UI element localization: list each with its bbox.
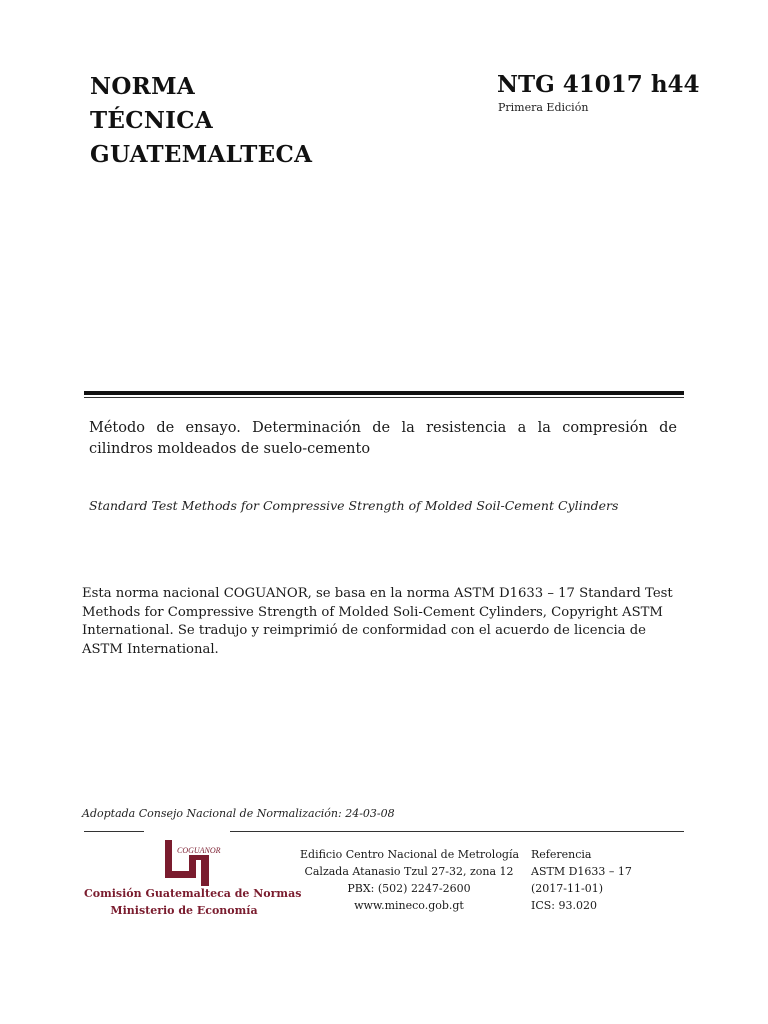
- footer-rule-left: [84, 831, 144, 832]
- coguanor-logo: [163, 838, 227, 886]
- reference-date: (2017-11-01): [531, 882, 604, 895]
- adoption-note: Adoptada Consejo Nacional de Normalización: 24-03-08: [82, 807, 395, 820]
- norm-title-line-1: NORMA: [90, 73, 195, 100]
- organization-block: [84, 885, 302, 919]
- standard-code: NTG 41017 h44: [497, 71, 700, 98]
- reference-ics: ICS: 93.020: [531, 899, 597, 912]
- document-title-spanish: Método de ensayo. Determinación de la resistencia a la compresión de cilindros moldeados de suelo-cemento: [89, 420, 677, 457]
- ministry-name: Ministerio de Economía: [110, 904, 258, 917]
- reference-block: [531, 846, 632, 914]
- reference-standard: ASTM D1633 – 17: [531, 865, 632, 878]
- reference-label: Referencia: [531, 848, 592, 861]
- logo-wordmark: COGUANOR: [177, 846, 221, 855]
- document-title-english: Standard Test Methods for Compressive Strength of Molded Soil-Cement Cylinders: [89, 498, 619, 513]
- norm-title: [90, 70, 312, 172]
- divider-thick: [84, 391, 684, 395]
- address-block: [300, 846, 518, 914]
- intro-paragraph: Esta norma nacional COGUANOR, se basa en la norma ASTM D1633 – 17 Standard Test Methods for Compressive Strength of Molded Soli-Cement Cylinders, Copyright ASTM International. Se tradujo y reimprimió de conformidad con el acuerdo de licencia de ASTM International.: [82, 586, 673, 657]
- edition-label: Primera Edición: [498, 101, 589, 114]
- logo-top-link: [189, 855, 209, 860]
- phone-line: PBX: (502) 2247-2600: [347, 882, 471, 895]
- address-line-1: Edificio Centro Nacional de Metrología: [300, 848, 520, 861]
- divider-thin: [84, 397, 684, 398]
- norm-title-line-2: TÉCNICA: [90, 107, 213, 134]
- footer-rule-right: [230, 831, 684, 832]
- website-line: www.mineco.gob.gt: [354, 899, 464, 912]
- address-line-2: Calzada Atanasio Tzul 27-32, zona 12: [304, 865, 514, 878]
- norm-title-line-3: GUATEMALTECA: [90, 141, 313, 168]
- organization-name: Comisión Guatemalteca de Normas: [84, 887, 302, 900]
